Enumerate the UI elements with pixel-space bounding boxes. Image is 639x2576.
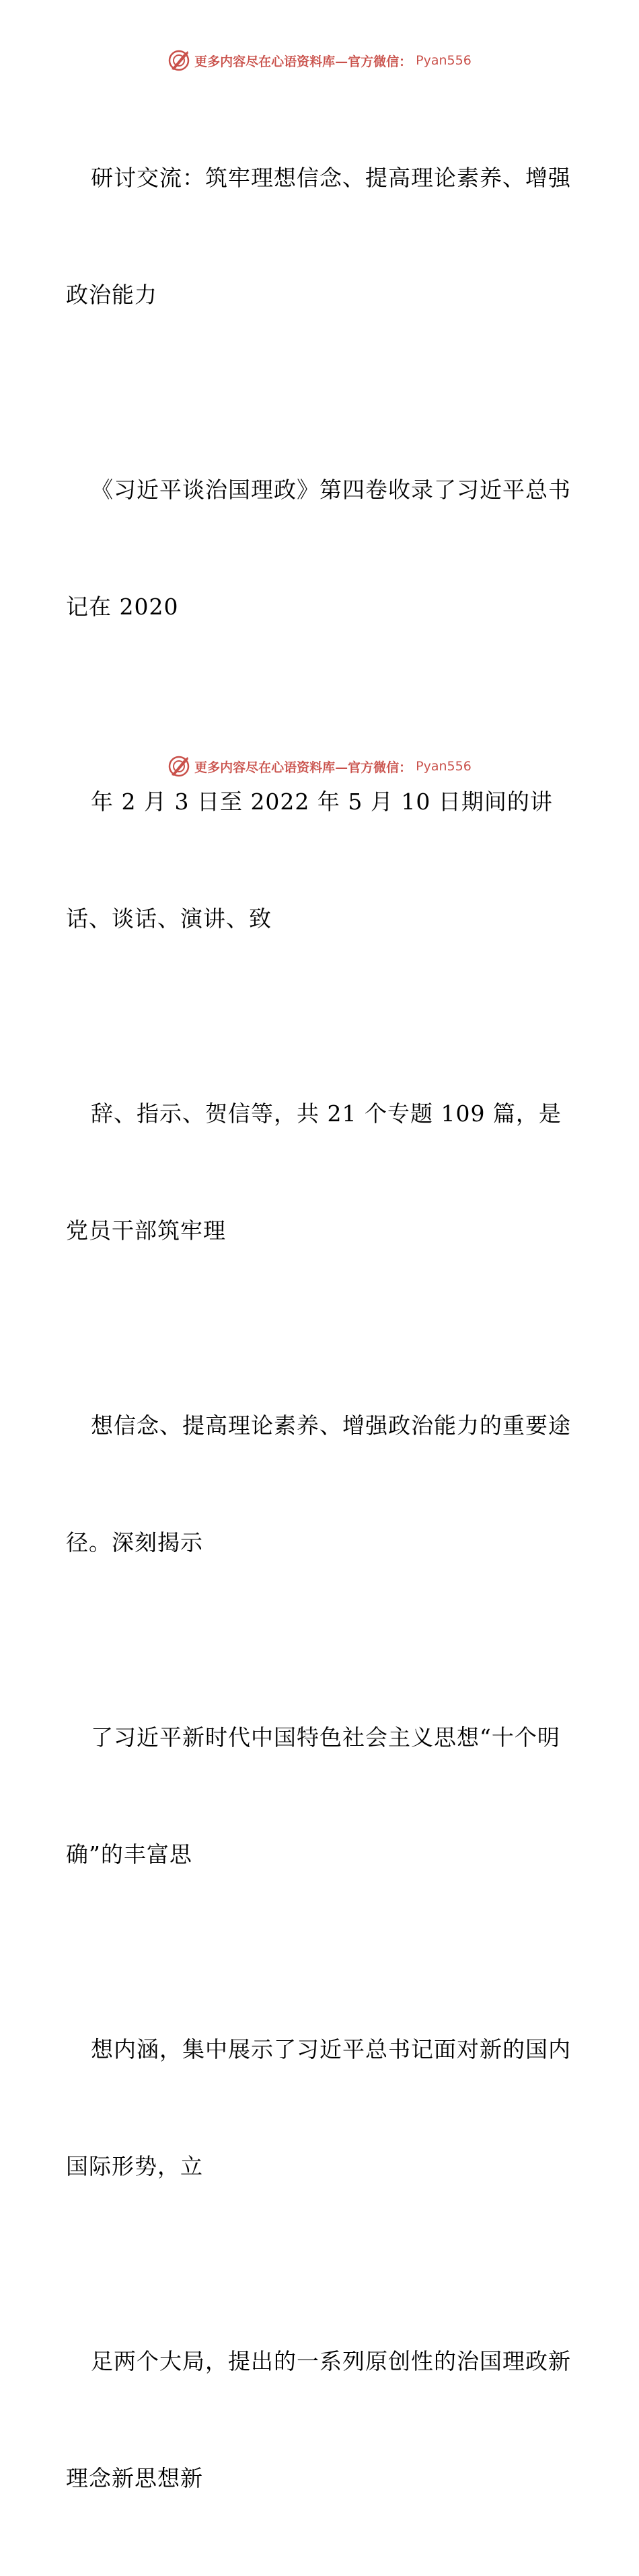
paragraph <box>66 393 577 705</box>
watermark-text: 更多内容尽在心语资料库—官方微信： <box>194 760 412 775</box>
footer-watermark <box>0 753 639 780</box>
text-line: 年 2 月 3 日至 2022 年 5 月 10 日期间的讲 <box>91 789 553 815</box>
text-line: 径。深刻揭示 <box>66 1529 203 1556</box>
text-line: 确”的丰富思 <box>66 1841 192 1867</box>
paragraph-title <box>66 81 577 393</box>
text-line: 研讨交流：筑牢理想信念、提高理论素养、增强 <box>91 165 571 191</box>
paragraph <box>66 1952 577 2264</box>
text-line: 《习近平谈治国理政》第四卷收录了习近平总书 <box>91 477 571 503</box>
quill-logo-icon <box>167 49 190 72</box>
text-line: 政治能力 <box>66 282 157 308</box>
watermark-wechat-id: Pyan556 <box>416 759 472 774</box>
header-watermark <box>0 47 639 74</box>
text-line: 理念新思想新 <box>66 2465 203 2491</box>
text-line: 党员干部筑牢理 <box>66 1217 226 1244</box>
paragraph <box>66 705 577 1016</box>
paragraph <box>66 1328 577 1640</box>
text-line: 想信念、提高理论素养、增强政治能力的重要途 <box>91 1412 571 1439</box>
text-line: 想内涵，集中展示了习近平总书记面对新的国内 <box>91 2036 571 2062</box>
paragraph <box>66 1016 577 1328</box>
text-line: 国际形势，立 <box>66 2153 203 2179</box>
text-line: 足两个大局，提出的一系列原创性的治国理政新 <box>91 2348 571 2374</box>
paragraph <box>66 2264 577 2576</box>
document-body <box>66 81 577 2576</box>
quill-logo-icon <box>167 755 190 778</box>
paragraph <box>66 1640 577 1952</box>
watermark-text: 更多内容尽在心语资料库—官方微信： <box>194 54 412 69</box>
watermark-wechat-id: Pyan556 <box>416 53 472 68</box>
text-line: 记在 2020 <box>66 594 179 620</box>
text-line: 辞、指示、贺信等，共 21 个专题 109 篇，是 <box>91 1100 562 1127</box>
text-line: 话、谈话、演讲、致 <box>66 905 272 932</box>
text-line: 了习近平新时代中国特色社会主义思想“十个明 <box>91 1724 560 1750</box>
